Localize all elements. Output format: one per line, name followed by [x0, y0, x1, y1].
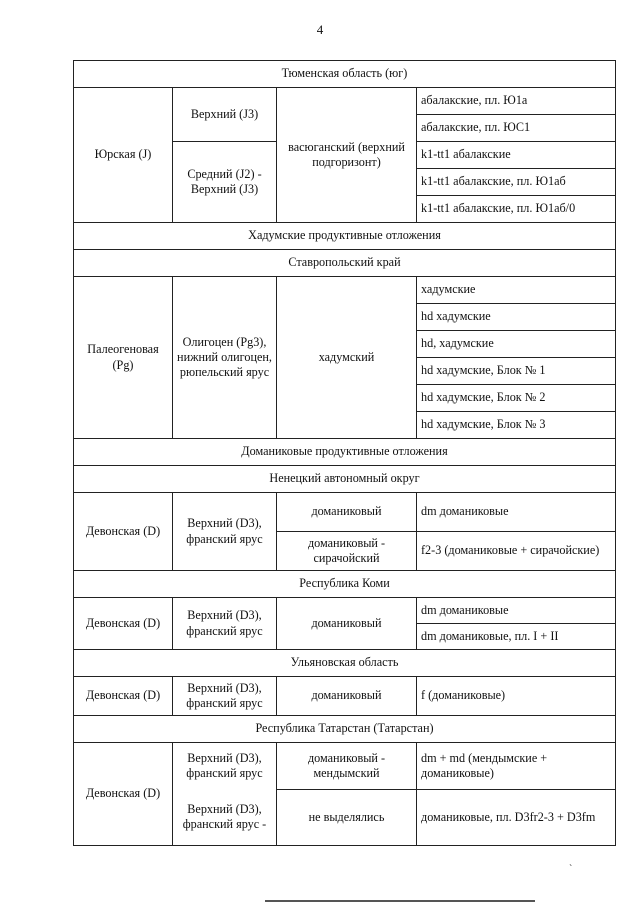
table-row — [74, 250, 616, 277]
department-cell: Олигоцен (Pg3), нижний олигоцен, рюпельский ярус — [173, 277, 277, 439]
object-cell: f2-3 (доманиковые + сирачойские) — [417, 532, 616, 571]
object-cell: hd хадумские, Блок № 1 — [417, 358, 616, 385]
table-row — [74, 439, 616, 466]
system-cell: Палеогеновая (Pg) — [74, 277, 173, 439]
department-cell: Верхний (D3), франский ярус — [173, 493, 277, 571]
object-cell: hd хадумские — [417, 304, 616, 331]
object-cell: f (доманиковые) — [417, 677, 616, 716]
deposits-header: Хадумские продуктивные отложения — [74, 223, 616, 250]
table-row — [74, 677, 616, 716]
system-cell: Девонская (D) — [74, 677, 173, 716]
deposits-header: Доманиковые продуктивные отложения — [74, 439, 616, 466]
object-cell: hd хадумские, Блок № 3 — [417, 412, 616, 439]
system-cell: Девонская (D) — [74, 493, 173, 571]
scan-mark: ` — [569, 864, 573, 875]
department-cell: Верхний (D3), франский ярус — [173, 598, 277, 650]
object-cell: хадумские — [417, 277, 616, 304]
horizon-cell: не выделялись — [277, 789, 417, 846]
department-cell: Верхний (D3), франский ярус — [173, 743, 277, 790]
system-cell: Девонская (D) — [74, 598, 173, 650]
region-header: Ульяновская область — [74, 650, 616, 677]
object-cell: абалакские, пл. ЮС1 — [417, 115, 616, 142]
region-header: Ненецкий автономный округ — [74, 466, 616, 493]
horizon-cell: доманиковый - сирачойский — [277, 532, 417, 571]
object-cell: hd хадумские, Блок № 2 — [417, 385, 616, 412]
region-header: Республика Коми — [74, 571, 616, 598]
horizon-cell: доманиковый — [277, 598, 417, 650]
table-row — [74, 493, 616, 532]
object-cell: dm + md (мендымские + доманиковые) — [417, 743, 616, 790]
table-row — [74, 223, 616, 250]
object-cell: k1-tt1 абалакские, пл. Ю1аб/0 — [417, 196, 616, 223]
table-row — [74, 743, 616, 790]
object-cell: hd, хадумские — [417, 331, 616, 358]
page-number: 4 — [316, 22, 324, 37]
region-header: Тюменская область (юг) — [74, 61, 616, 88]
deposits-table — [73, 60, 616, 846]
system-cell: Юрская (J) — [74, 88, 173, 223]
horizon-cell: доманиковый — [277, 493, 417, 532]
horizon-cell: хадумский — [277, 277, 417, 439]
department-cell: Верхний (D3), франский ярус — [173, 677, 277, 716]
object-cell: абалакские, пл. Ю1а — [417, 88, 616, 115]
region-header: Республика Татарстан (Татарстан) — [74, 716, 616, 743]
table-row — [74, 598, 616, 624]
table-row — [74, 650, 616, 677]
object-cell: dm доманиковые, пл. I + II — [417, 624, 616, 650]
object-cell: k1-tt1 абалакские, пл. Ю1аб — [417, 169, 616, 196]
object-cell: dm доманиковые — [417, 598, 616, 624]
horizon-cell: доманиковый — [277, 677, 417, 716]
table-row — [74, 88, 616, 115]
department-cell: Средний (J2) - Верхний (J3) — [173, 142, 277, 223]
table-row — [74, 61, 616, 88]
table-row — [74, 716, 616, 743]
scan-edge-line — [265, 900, 535, 902]
table-row — [74, 571, 616, 598]
object-cell: dm доманиковые — [417, 493, 616, 532]
object-cell: k1-tt1 абалакские — [417, 142, 616, 169]
table-row — [74, 277, 616, 304]
region-header: Ставропольский край — [74, 250, 616, 277]
table-row — [74, 466, 616, 493]
horizon-cell: васюганский (верхний подгоризонт) — [277, 88, 417, 223]
system-cell: Девонская (D) — [74, 743, 173, 846]
object-cell: доманиковые, пл. D3fr2-3 + D3fm — [417, 789, 616, 846]
department-cell: Верхний (J3) — [173, 88, 277, 142]
department-cell: Верхний (D3), франский ярус - — [173, 789, 277, 846]
horizon-cell: доманиковый - мендымский — [277, 743, 417, 790]
